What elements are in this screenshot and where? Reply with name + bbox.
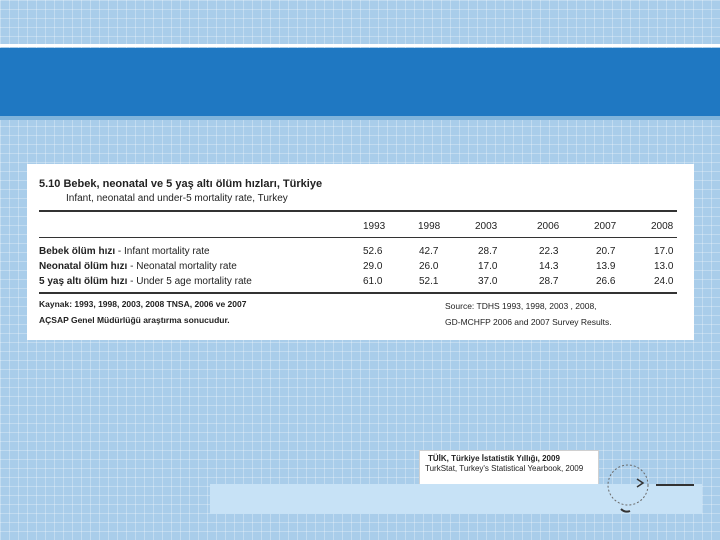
table-cell: 52.6 [363, 246, 383, 257]
year-header-1993: 1993 [363, 221, 386, 232]
table-title-turkish: 5.10 Bebek, neonatal ve 5 yaş altı ölüm hızları, Türkiye [39, 178, 323, 190]
source-note-english-1: Source: TDHS 1993, 1998, 2003 , 2008, [445, 301, 597, 311]
table-cell: 52.1 [419, 276, 439, 287]
source-note-english-2: GD-MCHFP 2006 and 2007 Survey Results. [445, 317, 612, 327]
table-cell: 17.0 [478, 261, 498, 272]
year-header-1998: 1998 [418, 221, 441, 232]
top-divider-line [0, 44, 720, 47]
year-header-2008: 2008 [651, 221, 674, 232]
row-label-infant: Bebek ölüm hızı - Infant mortality rate [39, 246, 210, 257]
table-cell: 28.7 [539, 276, 559, 287]
title-banner [0, 48, 720, 116]
header-rule [39, 237, 677, 238]
table-cell: 17.0 [654, 246, 674, 257]
table-cell: 37.0 [478, 276, 498, 287]
table-cell: 29.0 [363, 261, 383, 272]
table-cell: 24.0 [654, 276, 674, 287]
table-title-english: Infant, neonatal and under-5 mortality rate, Turkey [66, 193, 288, 204]
yearbook-citation-turkish: TÜİK, Türkiye İstatistik Yıllığı, 2009 [428, 454, 560, 463]
banner-shadow [0, 116, 720, 120]
row-label-neonatal: Neonatal ölüm hızı - Neonatal mortality rate [39, 261, 237, 272]
row-label-under5: 5 yaş altı ölüm hızı - Under 5 age mortality rate [39, 276, 252, 287]
yearbook-citation-english: TurkStat, Turkey's Statistical Yearbook, 2009 [425, 464, 584, 473]
logo-underline [656, 484, 694, 486]
table-cell: 42.7 [419, 246, 439, 257]
table-cell: 28.7 [478, 246, 498, 257]
table-cell: 20.7 [596, 246, 616, 257]
table-cell: 22.3 [539, 246, 559, 257]
table-cell: 14.3 [539, 261, 559, 272]
mortality-table-image [27, 164, 694, 340]
source-note-turkish-1: Kaynak: 1993, 1998, 2003, 2008 TNSA, 2006 ve 2007 [39, 299, 247, 309]
year-header-2007: 2007 [594, 221, 617, 232]
table-cell: 13.0 [654, 261, 674, 272]
table-cell: 26.0 [419, 261, 439, 272]
year-header-2003: 2003 [475, 221, 498, 232]
institution-logo-icon [603, 453, 653, 515]
table-cell: 61.0 [363, 276, 383, 287]
table-cell: 26.6 [596, 276, 616, 287]
yearbook-citation [419, 450, 599, 486]
table-top-rule [39, 210, 677, 212]
table-bottom-rule [39, 292, 677, 294]
year-header-2006: 2006 [537, 221, 560, 232]
table-cell: 13.9 [596, 261, 616, 272]
source-note-turkish-2: AÇSAP Genel Müdürlüğü araştırma sonucudur. [39, 315, 230, 325]
